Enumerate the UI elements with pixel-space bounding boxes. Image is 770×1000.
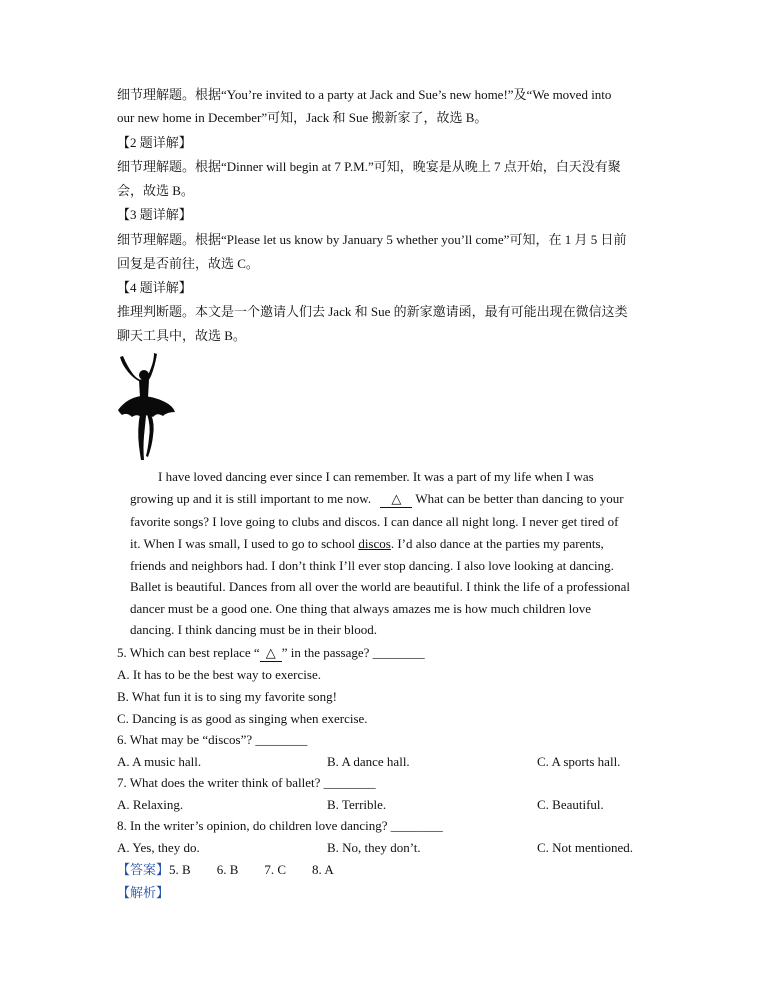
passage-blank-mark: △ <box>380 491 412 508</box>
passage-line-4 <box>130 536 604 552</box>
question-5-option-c[interactable]: C. Dancing is as good as singing when exercise. <box>117 711 368 726</box>
explanation-q1-line2: our new home in December”可知，Jack 和 Sue 搬新家了，故选 B。 <box>117 110 488 125</box>
passage-line-8: dancing. I think dancing must be in their blood. <box>130 622 377 637</box>
question-7-stem: 7. What does the writer think of ballet? ________ <box>117 775 376 790</box>
answer-value-6: 6. B <box>216 862 239 877</box>
question-8-option-a[interactable]: A. Yes, they do. <box>117 840 200 855</box>
q4-heading: 【4 题详解】 <box>117 280 192 295</box>
question-5-option-a[interactable]: A. It has to be the best way to exercise. <box>117 667 321 682</box>
explanation-q2-line2: 会，故选 B。 <box>117 183 194 198</box>
passage-line-5: friends and neighbors had. I don’t think I’ll ever stop dancing. I also love looking at dancing. <box>130 558 614 573</box>
passage-underlined-word: discos <box>358 536 391 551</box>
q2-heading: 【2 题详解】 <box>117 135 192 150</box>
question-5-option-b[interactable]: B. What fun it is to sing my favorite song! <box>117 689 338 704</box>
question-6-option-a[interactable]: A. A music hall. <box>117 754 202 769</box>
answer-value-5: 5. B <box>169 862 191 877</box>
explanation-q2-line1: 细节理解题。根据“Dinner will begin at 7 P.M.”可知，晚宴是从晚上 7 点开始，白天没有聚 <box>117 159 621 174</box>
passage-line-4-text-after: . I’d also dance at the parties my parents, <box>390 536 604 551</box>
ballerina-silhouette-image <box>113 352 177 462</box>
passage-line-3: favorite songs? I love going to clubs and discos. I can dance all night long. I never get tired of <box>130 514 619 529</box>
explanation-q1-line1: 细节理解题。根据“You’re invited to a party at Jack and Sue’s new home!”及“We moved into <box>117 87 612 102</box>
passage-line-2-text-after: What can be better than dancing to your <box>415 491 624 506</box>
passage-line-4-text-before: it. When I was small, I used to go to school <box>130 536 356 551</box>
passage-line-2 <box>130 491 624 508</box>
question-6-stem: 6. What may be “discos”? ________ <box>117 732 308 747</box>
passage-line-6: Ballet is beautiful. Dances from all over the world are beautiful. I think the life of a professional <box>130 579 630 594</box>
question-7-option-a[interactable]: A. Relaxing. <box>117 797 184 812</box>
passage-line-2-text-before: growing up and it is still important to me now. <box>130 491 372 506</box>
question-7-option-b[interactable]: B. Terrible. <box>327 797 387 812</box>
question-6-option-b[interactable]: B. A dance hall. <box>327 754 410 769</box>
question-8-stem: 8. In the writer’s opinion, do children love dancing? ________ <box>117 818 443 833</box>
question-7-option-c[interactable]: C. Beautiful. <box>537 797 604 812</box>
explanation-q3-line2: 回复是否前往，故选 C。 <box>117 256 259 271</box>
passage-line-7: dancer must be a good one. One thing that always amazes me is how much children love <box>130 601 592 616</box>
answer-label: 【答案】 <box>117 862 170 877</box>
answer-line <box>117 862 334 878</box>
question-8-option-c[interactable]: C. Not mentioned. <box>537 840 634 855</box>
question-5-blank-mark: △ <box>260 645 282 662</box>
answer-value-7: 7. C <box>264 862 287 877</box>
answer-value-8: 8. A <box>312 862 334 877</box>
explanation-q3-line1: 细节理解题。根据“Please let us know by January 5 whether you’ll come”可知，在 1 月 5 日前 <box>117 232 627 247</box>
passage-line-1: I have loved dancing ever since I can remember. It was a part of my life when I was <box>158 469 594 484</box>
explanation-q4-line1: 推理判断题。本文是一个邀请人们去 Jack 和 Sue 的新家邀请函，最有可能出现在微信这类 <box>117 304 628 319</box>
question-5-stem-after: ” in the passage? ________ <box>281 645 425 660</box>
question-6-option-c[interactable]: C. A sports hall. <box>537 754 621 769</box>
q3-heading: 【3 题详解】 <box>117 207 192 222</box>
question-5-stem <box>117 645 425 662</box>
explanation-q4-line2: 聊天工具中，故选 B。 <box>117 328 246 343</box>
question-8-option-b[interactable]: B. No, they don’t. <box>327 840 421 855</box>
analysis-label: 【解析】 <box>117 885 170 900</box>
question-5-stem-before: 5. Which can best replace “ <box>117 645 260 660</box>
